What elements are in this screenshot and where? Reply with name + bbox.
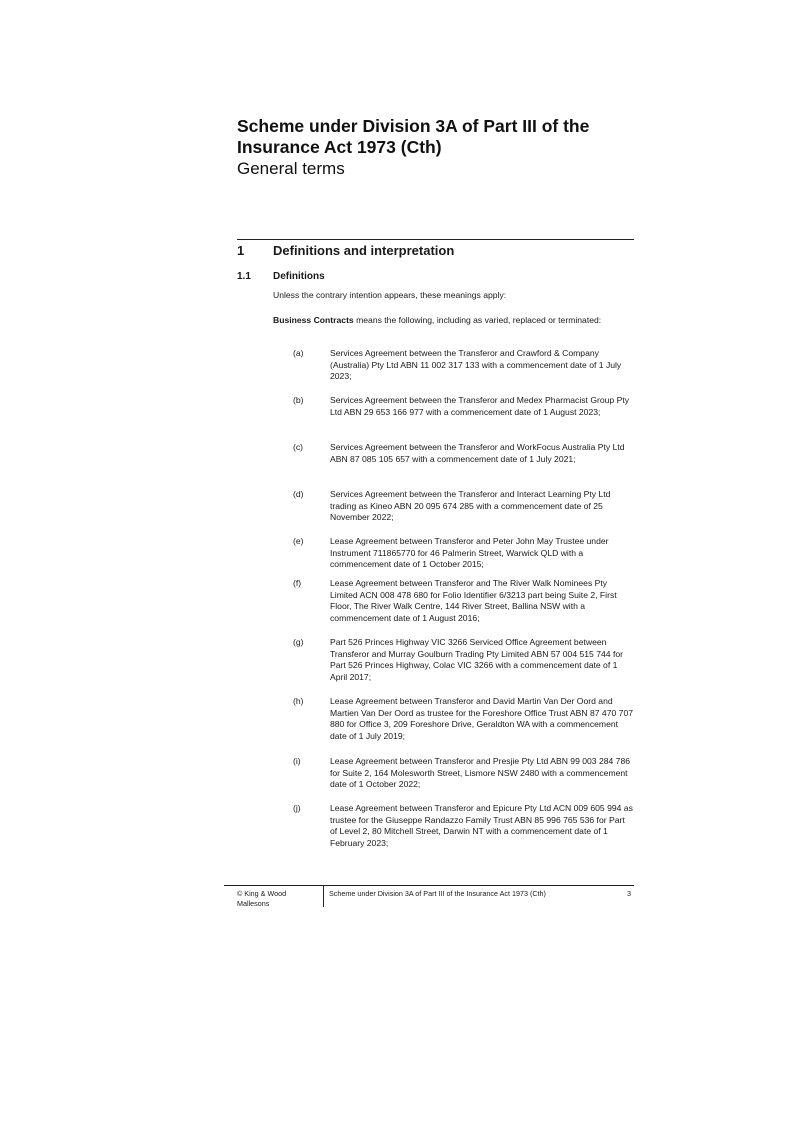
footer-document-name: Scheme under Division 3A of Part III of the Insurance Act 1973 (Cth)	[329, 889, 546, 898]
section-number: 1	[237, 243, 245, 258]
list-item	[293, 756, 636, 803]
footer-copyright-line: © King & Wood	[237, 889, 287, 898]
list-item	[293, 536, 636, 578]
defined-term: Business Contracts	[273, 315, 354, 325]
list-item	[293, 803, 636, 851]
section-heading: Definitions and interpretation	[273, 243, 455, 258]
list-item-text: Lease Agreement between Transferor and Epicure Pty Ltd ACN 009 605 994 as trustee for the Giuseppe Randazzo Family Trust ABN 85 996 765 536 for Part of Level 2, 80 Mitchell Street, Darwin NT with a commencement date of 1 February 2023;	[330, 803, 633, 848]
list-item-text: Lease Agreement between Transferor and Peter John May Trustee under Instrument 711865770 for 46 Palmerin Street, Warwick QLD with a commencement date of 1 October 2015;	[330, 536, 609, 570]
list-item	[293, 395, 636, 442]
definition-paragraph	[273, 315, 633, 327]
list-item-label: (b)	[293, 395, 304, 405]
list-item-label: (e)	[293, 536, 304, 546]
section-divider	[237, 239, 634, 240]
list-item	[293, 348, 636, 395]
list-item-label: (h)	[293, 696, 304, 706]
list-item	[293, 637, 636, 696]
list-item-label: (j)	[293, 803, 301, 813]
list-item-text: Lease Agreement between Transferor and Presjie Pty Ltd ABN 99 003 284 786 for Suite 2, 164 Molesworth Street, Lismore NSW 2480 with a commencement date of 1 October 2022;	[330, 756, 631, 790]
list-item-text: Lease Agreement between Transferor and The River Walk Nominees Pty Limited ACN 008 478 680 for Folio Identifier 6/3213 part being Suite 2, First Floor, The River Walk Centre, 144 River Street, Ballina NSW with a commencement date of 1 August 2016;	[330, 578, 617, 623]
contracts-list	[293, 348, 636, 851]
list-item-text: Services Agreement between the Transferor and WorkFocus Australia Pty Ltd ABN 87 085 105 657 with a commencement date of 1 July 2021;	[330, 442, 625, 464]
list-item	[293, 578, 636, 637]
document-title: Scheme under Division 3A of Part III of the Insurance Act 1973 (Cth)	[237, 116, 590, 157]
footer-page-number: 3	[627, 889, 631, 898]
list-item	[293, 696, 636, 756]
list-item-text: Services Agreement between the Transferor and Medex Pharmacist Group Pty Ltd ABN 29 653 166 977 with a commencement date of 1 August 2023;	[330, 395, 630, 417]
list-item-label: (d)	[293, 489, 304, 499]
subsection-number: 1.1	[237, 271, 251, 282]
list-item-text: Lease Agreement between Transferor and David Martin Van Der Oord and Martien Van Der Oord as trustee for the Foreshore Office Trust ABN 87 470 707 880 for Office 3, 209 Foreshore Drive, Geraldton WA with a commencement date of 1 July 2019;	[330, 696, 633, 741]
footer-copyright-line: Mallesons	[237, 898, 270, 908]
footer-divider	[224, 885, 634, 886]
intro-paragraph: Unless the contrary intention appears, these meanings apply:	[273, 290, 507, 300]
list-item-label: (a)	[293, 348, 304, 358]
list-item	[293, 489, 636, 536]
definition-text: means the following, including as varied, replaced or terminated:	[353, 315, 602, 325]
list-item-text: Services Agreement between the Transferor and Interact Learning Pty Ltd trading as Kineo ABN 20 095 674 285 with a commencement date of 25 November 2022;	[330, 489, 611, 523]
list-item-label: (i)	[293, 756, 301, 766]
document-subtitle: General terms	[237, 159, 345, 178]
footer-copyright	[237, 889, 317, 908]
list-item-label: (g)	[293, 637, 304, 647]
footer-vertical-divider	[323, 885, 324, 907]
list-item-label: (c)	[293, 442, 304, 452]
list-item-text: Services Agreement between the Transferor and Crawford & Company (Australia) Pty Ltd ABN 11 002 317 133 with a commencement date of 1 July 2023;	[330, 348, 622, 382]
list-item	[293, 442, 636, 489]
list-item-label: (f)	[293, 578, 302, 588]
subsection-heading: Definitions	[273, 271, 325, 282]
list-item-text: Part 526 Princes Highway VIC 3266 Serviced Office Agreement between Transferor and Murray Goulburn Trading Pty Limited ABN 57 004 515 744 for Part 526 Princes Highway, Colac VIC 3266 with a commencement date of 1 April 2017;	[330, 637, 623, 682]
